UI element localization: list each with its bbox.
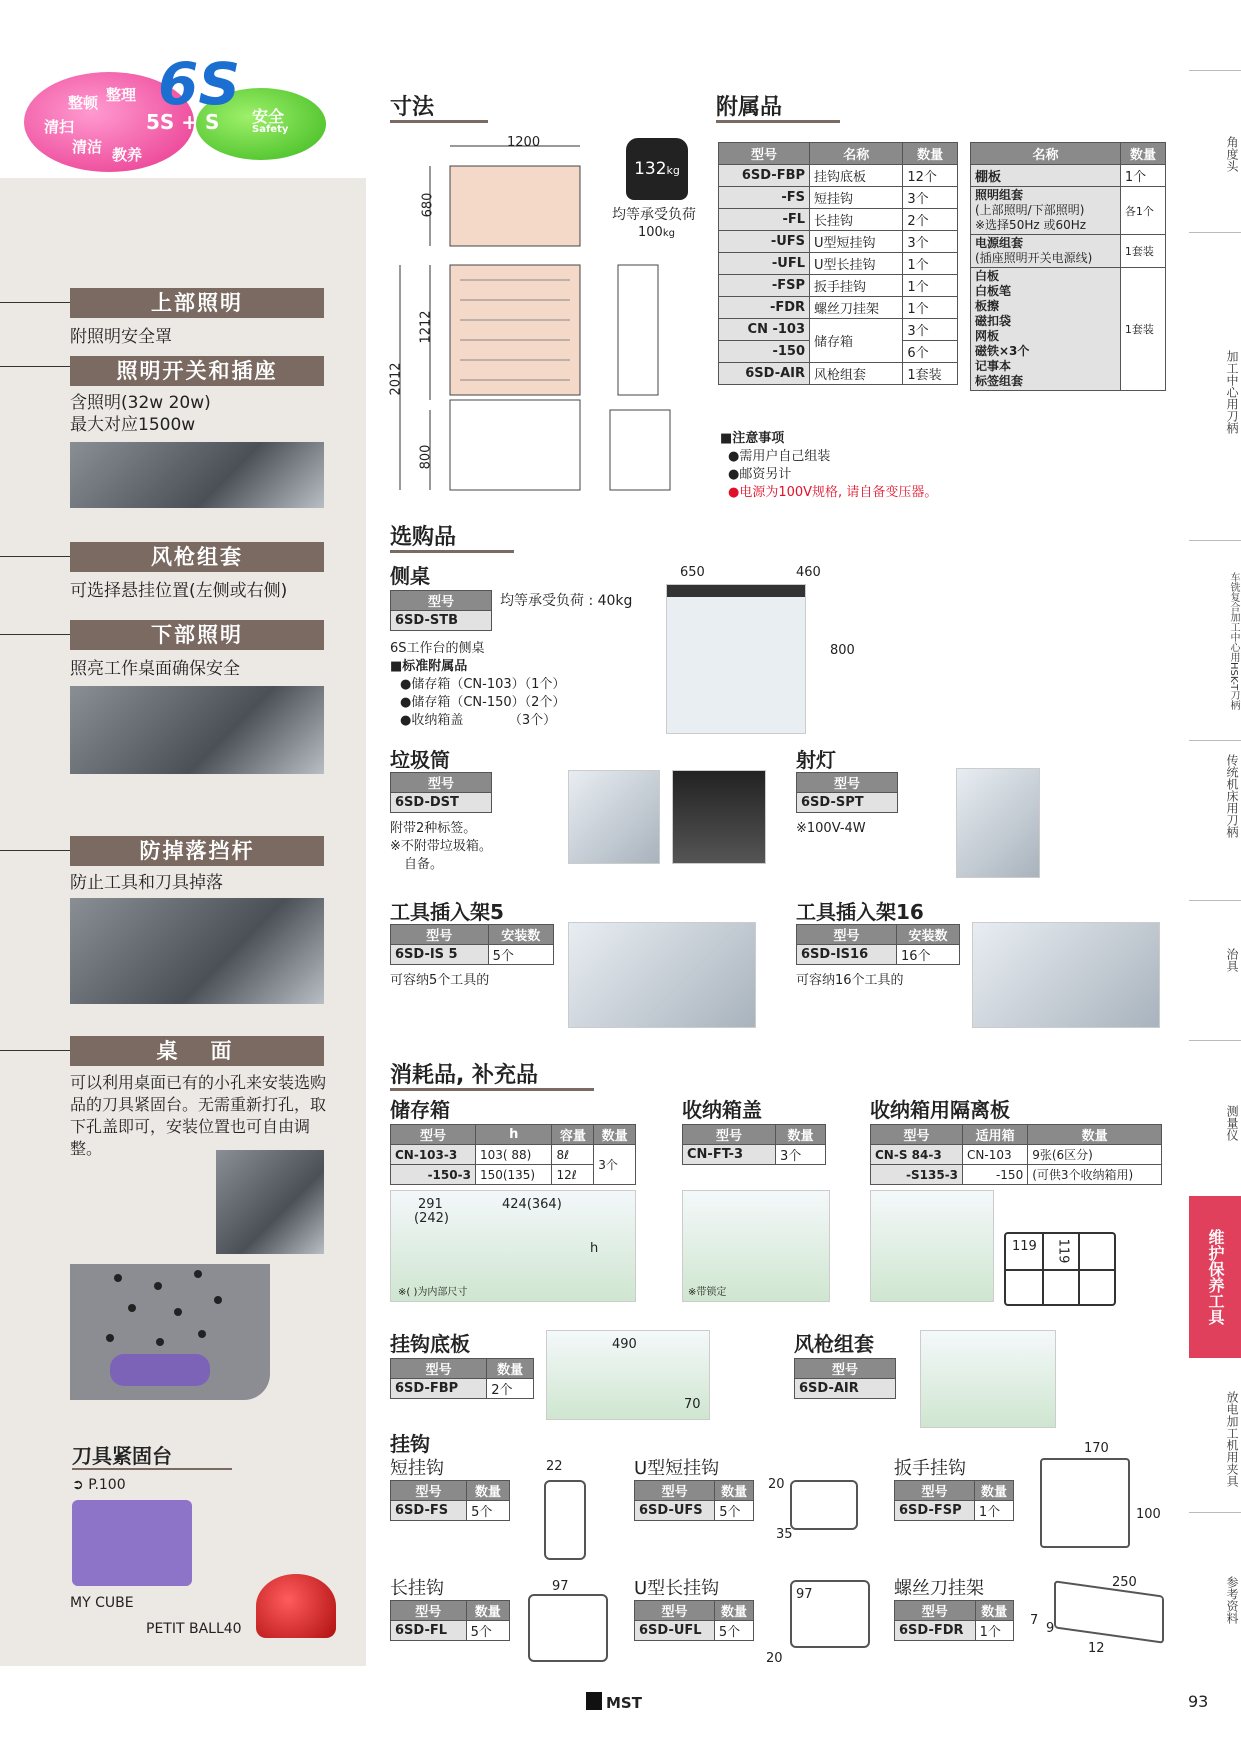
petitball-label: PETIT BALL40 bbox=[146, 1621, 242, 1637]
tab-divider bbox=[1189, 1040, 1241, 1041]
underline bbox=[390, 120, 488, 123]
feature-desc: 可以利用桌面已有的小孔来安装选购品的刀具紧固台。无需重新打孔，取下孔盖即可，安装位置也可自由调整。 bbox=[70, 1073, 327, 1158]
header: 名称 bbox=[971, 143, 1121, 165]
dim: 250 bbox=[1112, 1575, 1137, 1590]
sub-title: 挂钩 bbox=[390, 1432, 430, 1456]
petitball-image bbox=[256, 1574, 336, 1638]
hook-title: 短挂钩 bbox=[390, 1458, 444, 1479]
divider-image bbox=[870, 1190, 994, 1302]
lower-light-photo bbox=[70, 686, 324, 774]
feature-desc: 附照明安全罩 bbox=[70, 327, 172, 347]
bin-desc: ※不附带垃圾箱。 bbox=[390, 839, 492, 854]
model-table: 型号 安装数 6SD-IS16 16个 bbox=[796, 924, 960, 965]
sub-title: 侧桌 bbox=[390, 564, 430, 588]
feature-title: 照明开关和插座 bbox=[70, 356, 324, 386]
switch-photo bbox=[70, 442, 324, 508]
bin-desc: 附带2种标签。 bbox=[390, 821, 477, 836]
table-row: -150-3 150(135) 12ℓ bbox=[391, 1165, 636, 1185]
air-table: 型号 6SD-AIR bbox=[794, 1358, 896, 1399]
tab-divider bbox=[1189, 70, 1241, 71]
dim: 424(364) bbox=[502, 1197, 562, 1212]
table-row: 电源组套 (插座照明开关电源线) 1套装 bbox=[971, 235, 1166, 268]
hook-drawing bbox=[528, 1594, 608, 1662]
brand-logo-icon bbox=[586, 1692, 602, 1710]
dim: 22 bbox=[546, 1459, 563, 1474]
box-table: 型号 h 容量 数量 CN-103-3 103( 88) 8ℓ 3个 -150-3 150(135) 12ℓ bbox=[390, 1124, 636, 1185]
spot-image bbox=[956, 768, 1040, 878]
notes-title: ■注意事项 bbox=[720, 431, 785, 446]
sub-title: 风枪组套 bbox=[794, 1332, 874, 1356]
side-item: ●储存箱（CN-150）（2个） bbox=[400, 695, 566, 710]
sidebar-tab[interactable]: 角度头 bbox=[1225, 136, 1239, 172]
feature-title: 桌 面 bbox=[70, 1036, 324, 1066]
header: 数量 bbox=[903, 143, 958, 165]
table-row: -UFL U型长挂钩 1个 bbox=[719, 253, 958, 275]
hook-drawing bbox=[790, 1480, 858, 1530]
is16-desc: 可容纳16个工具的 bbox=[796, 973, 904, 988]
air-image bbox=[920, 1330, 1056, 1428]
is16-image bbox=[972, 922, 1160, 1028]
dim: 460 bbox=[796, 565, 821, 580]
dim: 170 bbox=[1084, 1441, 1109, 1456]
sidebar-tab-active[interactable]: 维护保养工具 bbox=[1189, 1196, 1241, 1358]
table-row: CN-FT-3 3个 bbox=[683, 1145, 826, 1165]
underline bbox=[72, 1468, 232, 1470]
spot-desc: ※100V-4W bbox=[796, 821, 866, 836]
dim: 100 bbox=[1136, 1507, 1161, 1522]
dim: (242) bbox=[414, 1211, 449, 1226]
feature-title: 上部照明 bbox=[70, 288, 324, 318]
dim: 650 bbox=[680, 565, 705, 580]
mycube-label: MY CUBE bbox=[70, 1595, 134, 1611]
feature-title: 防掉落挡杆 bbox=[70, 836, 324, 866]
table-row: -FS 短挂钩 3个 bbox=[719, 187, 958, 209]
hook-drawing bbox=[544, 1480, 586, 1560]
header: 名称 bbox=[810, 143, 903, 165]
feature-title: 风枪组套 bbox=[70, 542, 324, 572]
callout-line bbox=[0, 850, 70, 851]
dim: 70 bbox=[684, 1397, 701, 1412]
logo-word: 整理 bbox=[106, 86, 137, 104]
tool-stand-title: 刀具紧固台 bbox=[72, 1444, 172, 1468]
tab-divider bbox=[1189, 900, 1241, 901]
weight-unit: kg bbox=[666, 164, 680, 177]
underline bbox=[390, 550, 514, 553]
bin-image bbox=[568, 770, 660, 864]
sub-title: 收纳箱盖 bbox=[682, 1098, 762, 1122]
table-row: -UFS U型短挂钩 3个 bbox=[719, 231, 958, 253]
dim-upper: 1212 bbox=[418, 310, 434, 344]
divider-diagram: 119 119 bbox=[1004, 1232, 1116, 1306]
side-item: ●储存箱（CN-103）（1个） bbox=[400, 677, 566, 692]
hook-item bbox=[894, 1574, 1014, 1641]
guard-bar-photo bbox=[70, 898, 324, 1004]
footer-brand: MST bbox=[586, 1692, 642, 1712]
dim: 35 bbox=[776, 1527, 793, 1542]
logo-formula: 5S + S bbox=[146, 110, 220, 134]
hook-title: U型短挂钩 bbox=[634, 1458, 720, 1479]
hook-item bbox=[390, 1454, 510, 1521]
side-load: 均等承受负荷 : 40kg bbox=[500, 593, 633, 609]
ref-text: P.100 bbox=[88, 1477, 126, 1493]
model-table: 型号 6SD-STB bbox=[390, 590, 492, 631]
dim: 20 bbox=[768, 1477, 785, 1492]
dim-width: 1200 bbox=[507, 135, 541, 150]
feature-desc: 照亮工作桌面确保安全 bbox=[70, 659, 240, 679]
dim-lower: 800 bbox=[418, 444, 434, 470]
feature-desc: 防止工具和刀具掉落 bbox=[70, 873, 223, 893]
table-row: -FSP 扳手挂钩 1个 bbox=[719, 275, 958, 297]
section-title: 寸法 bbox=[390, 95, 435, 120]
table-row: CN-S 84-3 CN-103 9张(6区分) bbox=[871, 1145, 1162, 1165]
table-row: CN -103 储存箱 3个 bbox=[719, 319, 958, 341]
dim: 490 bbox=[612, 1337, 637, 1352]
table-row: 6SD-FBP 2个 bbox=[391, 1379, 534, 1399]
lid-table: 型号 数量 CN-FT-3 3个 bbox=[682, 1124, 826, 1165]
sub-title: 射灯 bbox=[796, 748, 836, 772]
side-item: ●收纳箱盖 （3个） bbox=[400, 713, 557, 728]
logo-word: 清扫 bbox=[44, 118, 75, 136]
table-row: -FL 长挂钩 2个 bbox=[719, 209, 958, 231]
logo-word: 清洁 bbox=[72, 138, 103, 156]
divider-table: 型号 适用箱 数量 CN-S 84-3 CN-103 9张(6区分) -S135-3 -150 (可供3个收纳箱用) bbox=[870, 1124, 1162, 1185]
hook-table: 型号 数量 6SD-FS 5个 bbox=[390, 1480, 510, 1521]
table-row: 6SD-AIR bbox=[795, 1379, 896, 1399]
note: ●需用户自己组装 bbox=[728, 449, 831, 464]
hook-drawing bbox=[1054, 1580, 1164, 1643]
table-row: -FDR 螺丝刀挂架 1个 bbox=[719, 297, 958, 319]
lid-note: ※带锁定 bbox=[688, 1287, 727, 1298]
dim: 291 bbox=[418, 1197, 443, 1212]
load-label: 均等承受负荷 bbox=[612, 207, 696, 223]
dim: 800 bbox=[830, 643, 855, 658]
hook-item bbox=[634, 1574, 754, 1641]
hook-item bbox=[390, 1574, 510, 1641]
side-std: ■标准附属品 bbox=[390, 659, 468, 674]
sub-title: 收纳箱用隔离板 bbox=[870, 1098, 1010, 1122]
table-row: CN-103-3 103( 88) 8ℓ 3个 bbox=[391, 1145, 636, 1165]
underline bbox=[716, 120, 840, 123]
bin-image-2 bbox=[672, 770, 766, 864]
hook-title: U型长挂钩 bbox=[634, 1578, 720, 1599]
callout-line bbox=[0, 634, 70, 635]
hook-table: 型号 数量 6SD-FSP 1个 bbox=[894, 1480, 1014, 1521]
sidebar-tab[interactable]: 传统机床用刀柄 bbox=[1225, 754, 1239, 838]
table-row: 棚板 1个 bbox=[971, 165, 1166, 187]
dim: 9 bbox=[1046, 1621, 1055, 1636]
section-title: 选购品 bbox=[390, 525, 457, 550]
tool-stand-ref bbox=[72, 1476, 126, 1494]
model-table: 型号 安装数 6SD-IS 5 5个 bbox=[390, 924, 554, 965]
is5-image bbox=[568, 922, 756, 1028]
weight-value: 132 bbox=[634, 159, 667, 179]
table-row: -150 6个 bbox=[719, 341, 958, 363]
tab-divider bbox=[1189, 232, 1241, 233]
hook-table: 型号 数量 6SD-UFS 5个 bbox=[634, 1480, 754, 1521]
feature-title: 下部照明 bbox=[70, 620, 324, 650]
mycube-image bbox=[72, 1500, 192, 1586]
holes-diagram bbox=[70, 1264, 270, 1400]
tab-divider bbox=[1189, 1512, 1241, 1513]
sub-title: 工具插入架16 bbox=[796, 900, 924, 924]
accessory-table-2 bbox=[970, 142, 1166, 391]
logo-6s: 6S bbox=[158, 50, 241, 118]
feature-desc: 含照明(32w 20w) 最大对应1500w bbox=[70, 393, 211, 435]
dim: 7 bbox=[1030, 1613, 1039, 1628]
logo-safety-en: Safety bbox=[252, 124, 289, 135]
note-warning: ●电源为100V规格, 请自备变压器。 bbox=[728, 485, 938, 500]
callout-line bbox=[0, 302, 70, 303]
weight-icon bbox=[626, 138, 688, 200]
model-table: 型号 6SD-SPT bbox=[796, 772, 898, 813]
sub-title: 储存箱 bbox=[390, 1098, 450, 1122]
dim: 12 bbox=[1088, 1641, 1105, 1656]
hook-drawing bbox=[1040, 1458, 1130, 1548]
sidebar-tab[interactable]: 治具 bbox=[1225, 948, 1239, 972]
table-row: 6SD-FBP 挂钩底板 12个 bbox=[719, 165, 958, 187]
bin-desc: 自备。 bbox=[404, 857, 444, 872]
section-title: 附属品 bbox=[716, 95, 783, 120]
header: 数量 bbox=[1120, 143, 1165, 165]
callout-line bbox=[0, 1050, 70, 1051]
hook-table: 型号 数量 6SD-FL 5个 bbox=[390, 1600, 510, 1641]
sidebar-tab[interactable]: 加工中心用刀柄 bbox=[1225, 350, 1239, 434]
hook-title: 长挂钩 bbox=[390, 1578, 444, 1599]
dim: h bbox=[590, 1241, 599, 1256]
sub-title: 工具插入架5 bbox=[390, 900, 504, 924]
dim: 97 bbox=[796, 1587, 813, 1602]
logo-safety: 安全 bbox=[252, 107, 285, 126]
dim: 97 bbox=[552, 1579, 569, 1594]
hook-title: 螺丝刀挂架 bbox=[894, 1578, 984, 1599]
tab-divider bbox=[1189, 540, 1241, 541]
feature-desc: 可选择悬挂位置(左侧或右侧) bbox=[70, 581, 288, 601]
side-desc: 6S工作台的侧桌 bbox=[390, 641, 485, 656]
table-row: 照明组套 (上部照明/下部照明) ※选择50Hz 或60Hz 各1个 bbox=[971, 187, 1166, 235]
hook-item bbox=[894, 1454, 1014, 1521]
accessory-table bbox=[718, 142, 958, 385]
sidebar-tab[interactable]: 放电加工机用夹具 bbox=[1225, 1391, 1239, 1487]
tab-divider bbox=[1189, 740, 1241, 741]
table-row: -S135-3 -150 (可供3个收纳箱用) bbox=[871, 1165, 1162, 1185]
sidebar-tab[interactable]: 参考资料 bbox=[1225, 1576, 1239, 1624]
logo-word: 整顿 bbox=[68, 94, 99, 112]
underline bbox=[390, 1088, 594, 1091]
callout-line bbox=[0, 556, 70, 557]
dim-total: 2012 bbox=[388, 362, 404, 396]
header: 型号 bbox=[719, 143, 810, 165]
hook-table: 型号 数量 6SD-FDR 1个 bbox=[894, 1600, 1014, 1641]
table-row: 6SD-AIR 风枪组套 1套装 bbox=[719, 363, 958, 385]
sidebar-tab[interactable]: 测量仪 bbox=[1225, 1105, 1239, 1141]
fbp-table: 型号 数量 6SD-FBP 2个 bbox=[390, 1358, 534, 1399]
hook-drawing bbox=[790, 1580, 870, 1648]
hook-title: 扳手挂钩 bbox=[894, 1458, 966, 1479]
box-note: ※( )为内部尺寸 bbox=[398, 1287, 468, 1298]
callout-line bbox=[0, 366, 70, 367]
dim: 20 bbox=[766, 1651, 783, 1666]
model-table: 型号 6SD-DST bbox=[390, 772, 492, 813]
table-top-diagram bbox=[70, 1264, 270, 1400]
sidebar-tab[interactable]: 车铣复合加工中心用HSK-T刀柄 bbox=[1228, 571, 1239, 711]
note: ●邮资另计 bbox=[728, 467, 792, 482]
hook-item bbox=[634, 1454, 754, 1521]
load-value: 100kg bbox=[638, 225, 675, 240]
sub-title: 垃圾筒 bbox=[390, 748, 450, 772]
arrow-icon: ➲ bbox=[72, 1477, 89, 1493]
is5-desc: 可容纳5个工具的 bbox=[390, 973, 490, 988]
side-table-image bbox=[666, 584, 806, 734]
dim-depth: 680 bbox=[420, 192, 436, 218]
page-number: 93 bbox=[1188, 1692, 1209, 1711]
logo-word: 教养 bbox=[112, 146, 143, 164]
sub-title: 挂钩底板 bbox=[390, 1332, 470, 1356]
hole-photo bbox=[216, 1150, 324, 1254]
hook-table: 型号 数量 6SD-UFL 5个 bbox=[634, 1600, 754, 1641]
section-title: 消耗品, 补充品 bbox=[390, 1063, 539, 1088]
table-row: 白板 白板笔 板擦 磁扣袋 网板 磁铁×3个 记事本 标签组套 1套装 bbox=[971, 268, 1166, 391]
